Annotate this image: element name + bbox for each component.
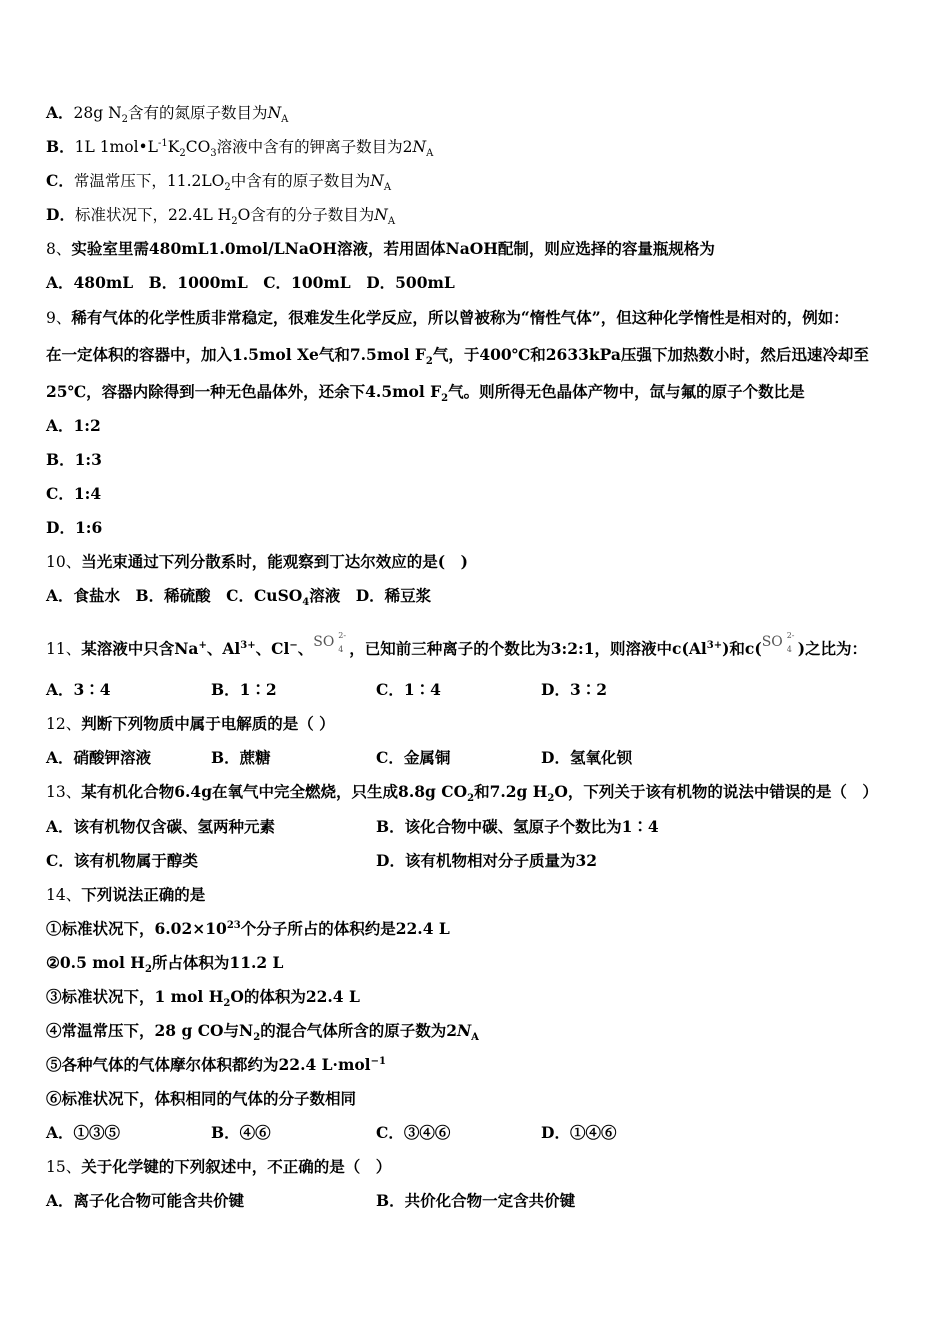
q12-option-c: C．金属铜 [376, 748, 451, 767]
q14-option-d: D．①④⑥ [541, 1123, 617, 1142]
q12-option-b: B．蔗糖 [211, 748, 271, 767]
q14-item-6: ⑥标准状况下，体积相同的气体的分子数相同 [46, 1089, 357, 1108]
q12-stem: 12、判断下列物质中属于电解质的是（ ） [46, 714, 335, 733]
q11-stem: 11、某溶液中只含Na+、$Al^{3+}$、Cl−、 SO 2- 4 ，已知前三种离子的个数比为3:2:1，则溶液中$c(Al^{3+})$和c( SO 2- 4 )之比为： [46, 631, 868, 658]
q11-option-c: C．1∶4 [376, 680, 441, 699]
q13-option-b: B．该化合物中碳、氢原子个数比为1∶4 [376, 817, 659, 836]
q14-item-5: ⑤各种气体的气体摩尔体积都约为22.4 L·mol$^{-1}$ [46, 1055, 386, 1074]
q14-option-c: C．③④⑥ [376, 1123, 451, 1142]
q13-option-d: D．该有机物相对分子质量为32 [376, 851, 598, 870]
q7-option-b: B．1L $1mol•L^{-1}K_2CO_3$溶液中含有的钾离子数目为$2N_A$ [46, 137, 434, 160]
q9-option-c: C．1:4 [46, 484, 102, 503]
q14-option-a: A．①③⑤ [46, 1123, 121, 1142]
q13-option-a: A．该有机物仅含碳、氢两种元素 [46, 817, 276, 836]
q11-option-a: A．3∶4 [46, 680, 111, 699]
q14-item-2: ②0.5 mol $H_2$所占体积为11.2 L [46, 953, 284, 976]
q14-item-4: ④常温常压下，28 g CO与$N_2$的混合气体所含的原子数为$2N_A$ [46, 1021, 479, 1044]
q8-stem: 8、实验室里需480mL1.0mol/LNaOH溶液，若用固体NaOH配制，则应选择的容量瓶规格为 [46, 239, 715, 258]
q12-option-d: D．氢氧化钡 [541, 748, 632, 767]
sulfate-ion-formula: SO 2- 4 [761, 631, 795, 654]
q10-stem: 10、当光束通过下列分散系时，能观察到丁达尔效应的是( ) [46, 552, 468, 571]
q7-option-a: A．28g $N_2$含有的氮原子数目为$N_A$ [46, 103, 289, 126]
q13-option-c: C．该有机物属于醇类 [46, 851, 198, 870]
q8-options: A．480mL B．1000mL C．100mL D．500mL [46, 273, 455, 292]
q11-option-b: B．1∶2 [211, 680, 277, 699]
q15-option-b: B．共价化合物一定含共价键 [376, 1191, 576, 1210]
q9-stem-line1: 9、稀有气体的化学性质非常稳定，很难发生化学反应，所以曾被称为“惰性气体”，但这种化学惰性是相对的，例如： [46, 308, 849, 327]
q14-option-b: B．④⑥ [211, 1123, 271, 1142]
q14-item-1: ①标准状况下，$6.02\times 10^{23}$个分子所占的体积约是22.4 L [46, 919, 450, 938]
q15-stem: 15、关于化学键的下列叙述中，不正确的是（ ） [46, 1157, 392, 1176]
q9-option-d: D．1:6 [46, 518, 103, 537]
q9-option-b: B．1:3 [46, 450, 102, 469]
q13-stem: 13、某有机化合物6.4g在氧气中完全燃烧，只生成8.8g $CO_2$和7.2g $H_2O$，下列关于该有机物的说法中错误的是（ ） [46, 782, 878, 805]
q12-option-a: A．硝酸钾溶液 [46, 748, 152, 767]
q14-item-3: ③标准状况下，1 mol $H_2O$的体积为22.4 L [46, 987, 360, 1010]
q10-options: A．食盐水 B．稀硫酸 C．CuSO$_4$溶液 D．稀豆浆 [46, 586, 432, 609]
q9-stem-line3: 25℃，容器内除得到一种无色晶体外，还余下4.5mol $F_2$气。则所得无色晶体产物中，氙与氟的原子个数比是 [46, 382, 805, 405]
q14-stem: 14、下列说法正确的是 [46, 885, 206, 904]
q9-option-a: A．1:2 [46, 416, 101, 435]
q11-option-d: D．3∶2 [541, 680, 608, 699]
sulfate-ion-formula: SO 2- 4 [313, 631, 347, 654]
q9-stem-line2: 在一定体积的容器中，加入1.5mol Xe气和7.5mol $F_2$气，于400℃和2633kPa压强下加热数小时，然后迅速冷却至 [46, 345, 869, 368]
q7-option-c: C．常温常压下，$11.2LO_2$中含有的原子数目为$N_A$ [46, 171, 392, 194]
q7-option-d: D．标准状况下，22.4L $H_2O$含有的分子数目为$N_A$ [46, 205, 396, 228]
q15-option-a: A．离子化合物可能含共价键 [46, 1191, 245, 1210]
